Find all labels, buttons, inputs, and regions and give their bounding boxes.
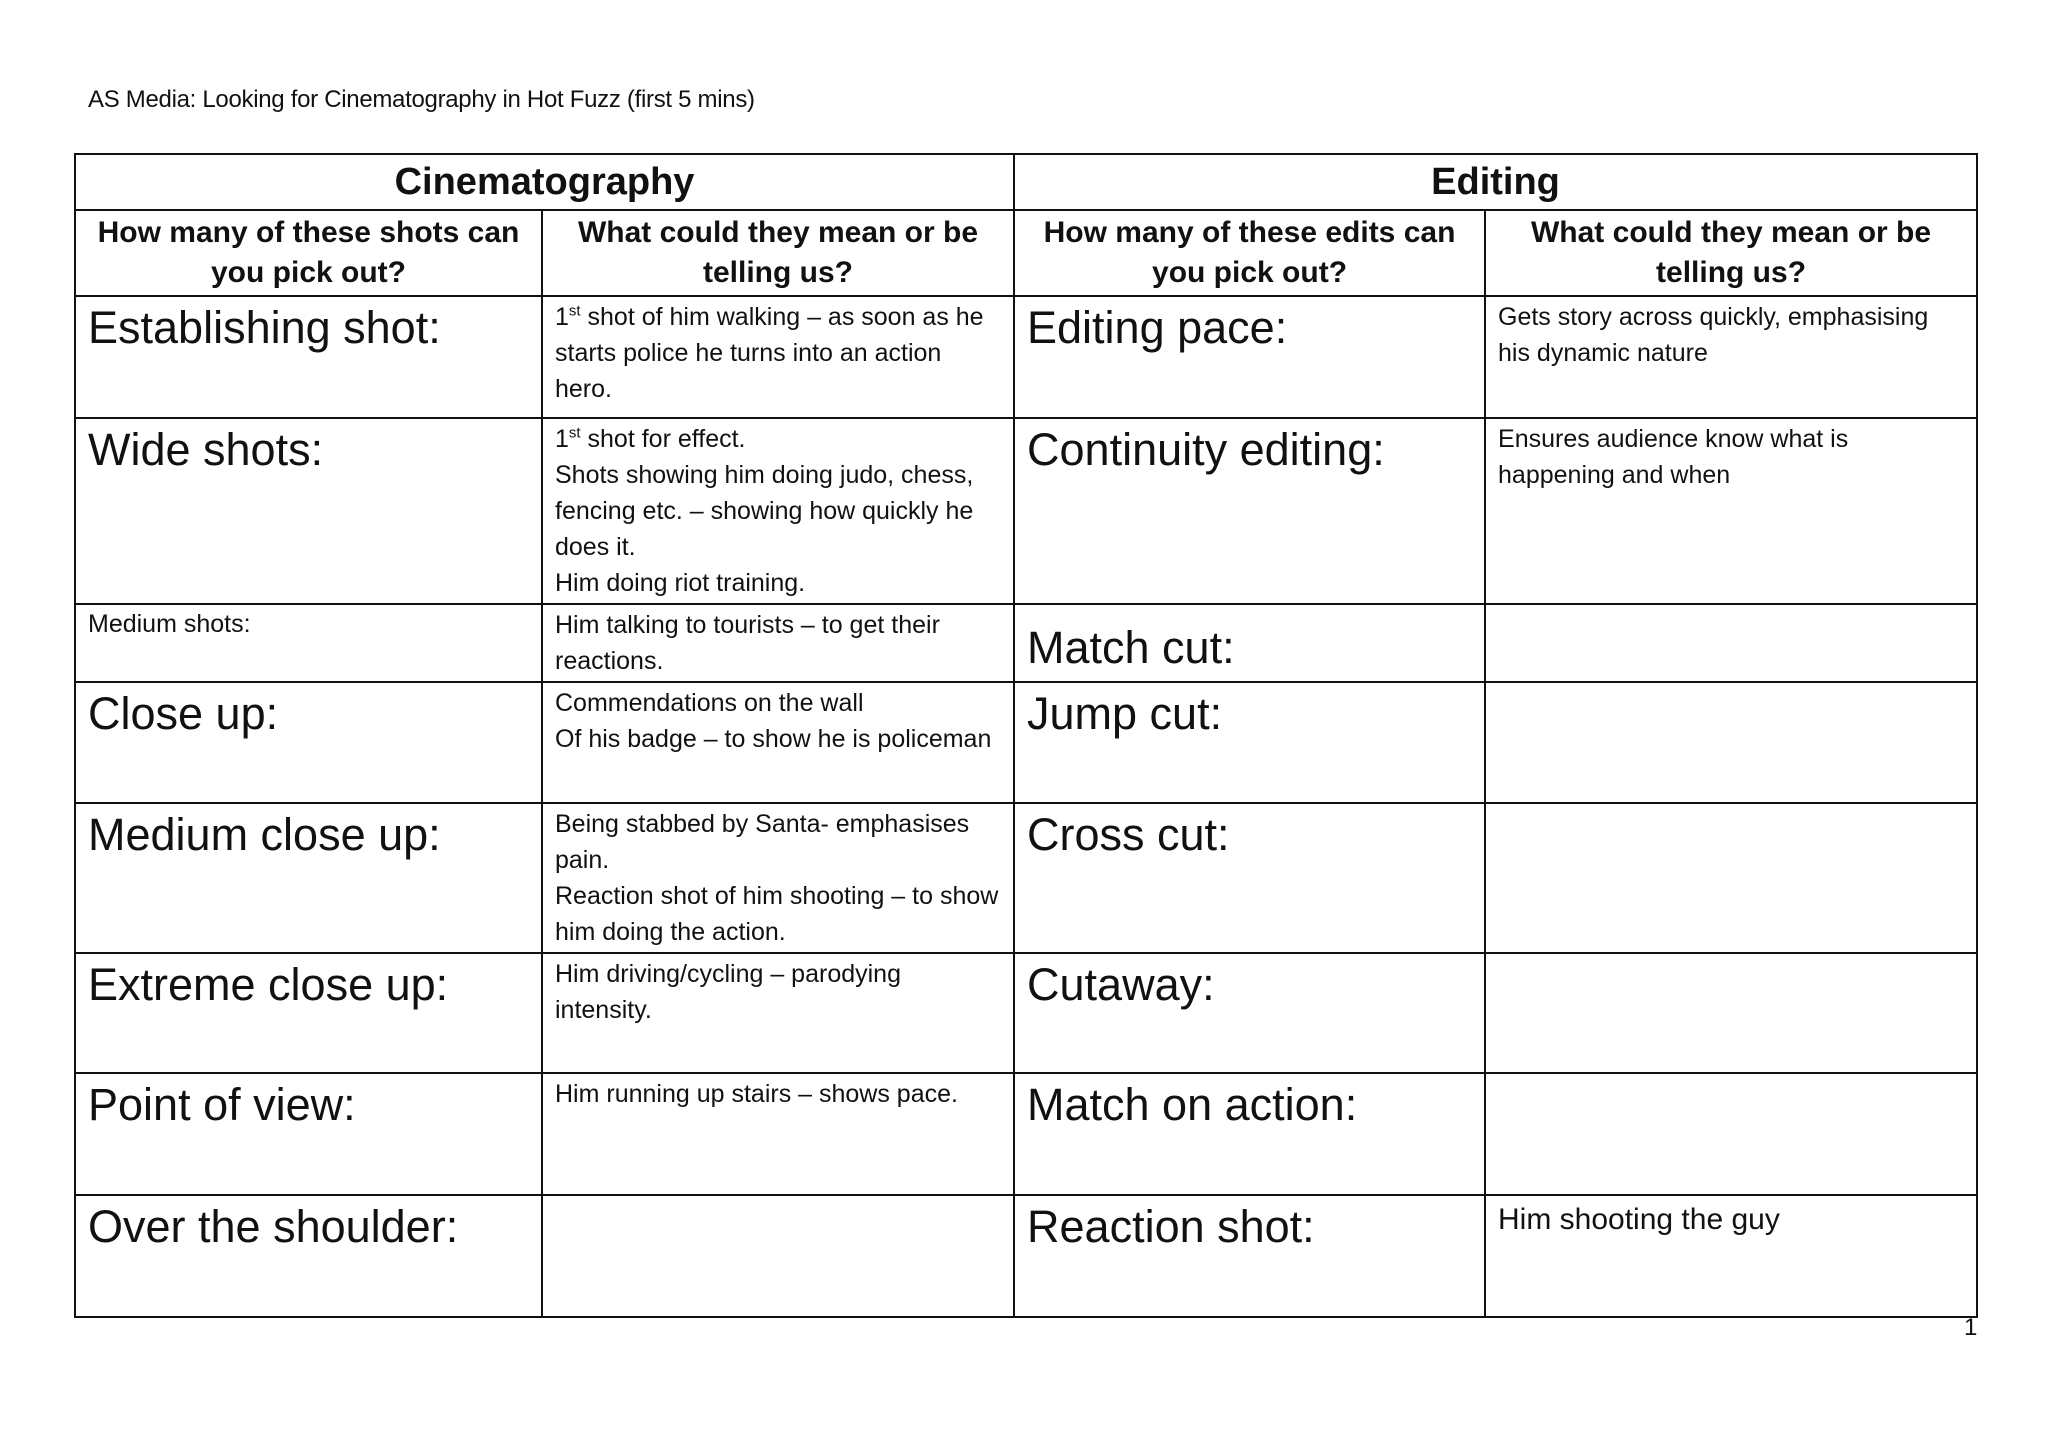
shot-term: Extreme close up: [75, 953, 542, 1073]
section-header-row [75, 154, 1977, 210]
table-row [75, 1195, 1977, 1317]
edit-term: Reaction shot: [1014, 1195, 1485, 1317]
edit-term: Match cut: [1014, 604, 1485, 682]
shot-term: Medium shots: [75, 604, 542, 682]
edit-note[interactable]: Ensures audience know what is happening and when [1485, 418, 1977, 604]
edit-note[interactable] [1485, 1073, 1977, 1195]
table-row [75, 1073, 1977, 1195]
edit-note[interactable]: Him shooting the guy [1485, 1195, 1977, 1317]
cine-terms-header: How many of these shots can you pick out? [75, 210, 542, 296]
shot-note[interactable]: Him running up stairs – shows pace. [542, 1073, 1014, 1195]
shot-note[interactable]: Him driving/cycling – parodying intensity. [542, 953, 1014, 1073]
shot-term: Close up: [75, 682, 542, 803]
shot-note[interactable]: Being stabbed by Santa- emphasises pain. Reaction shot of him shooting – to show him doing the action. [542, 803, 1014, 953]
table-row [75, 296, 1977, 418]
shot-term: Over the shoulder: [75, 1195, 542, 1317]
table-row [75, 604, 1977, 682]
edit-note[interactable] [1485, 682, 1977, 803]
edit-note[interactable]: Gets story across quickly, emphasising his dynamic nature [1485, 296, 1977, 418]
cine-meaning-header: What could they mean or be telling us? [542, 210, 1014, 296]
shot-note[interactable]: 1st shot of him walking – as soon as he starts police he turns into an action hero. [542, 296, 1014, 418]
media-worksheet-table [74, 153, 1978, 1318]
edit-term: Jump cut: [1014, 682, 1485, 803]
cinematography-heading: Cinematography [75, 154, 1014, 210]
table-row [75, 418, 1977, 604]
shot-term: Establishing shot: [75, 296, 542, 418]
edit-term: Match on action: [1014, 1073, 1485, 1195]
edit-note[interactable] [1485, 803, 1977, 953]
table-row [75, 803, 1977, 953]
shot-note[interactable]: Commendations on the wall Of his badge – to show he is policeman [542, 682, 1014, 803]
page-number: 1 [1964, 1314, 1978, 1341]
table-row [75, 682, 1977, 803]
edit-note[interactable] [1485, 604, 1977, 682]
edit-term: Cross cut: [1014, 803, 1485, 953]
edit-term: Cutaway: [1014, 953, 1485, 1073]
edit-term: Continuity editing: [1014, 418, 1485, 604]
table-row [75, 953, 1977, 1073]
edit-term: Editing pace: [1014, 296, 1485, 418]
editing-heading: Editing [1014, 154, 1977, 210]
edit-note[interactable] [1485, 953, 1977, 1073]
document-title: AS Media: Looking for Cinematography in Hot Fuzz (first 5 mins) [88, 86, 755, 113]
shot-note[interactable]: 1st shot for effect. Shots showing him doing judo, chess, fencing etc. – showing how quickly he does it. Him doing riot training. [542, 418, 1014, 604]
shot-note[interactable]: Him talking to tourists – to get their reactions. [542, 604, 1014, 682]
edit-meaning-header: What could they mean or be telling us? [1485, 210, 1977, 296]
edit-terms-header: How many of these edits can you pick out? [1014, 210, 1485, 296]
shot-term: Wide shots: [75, 418, 542, 604]
shot-note[interactable] [542, 1195, 1014, 1317]
shot-term: Medium close up: [75, 803, 542, 953]
shot-term: Point of view: [75, 1073, 542, 1195]
column-header-row [75, 210, 1977, 296]
